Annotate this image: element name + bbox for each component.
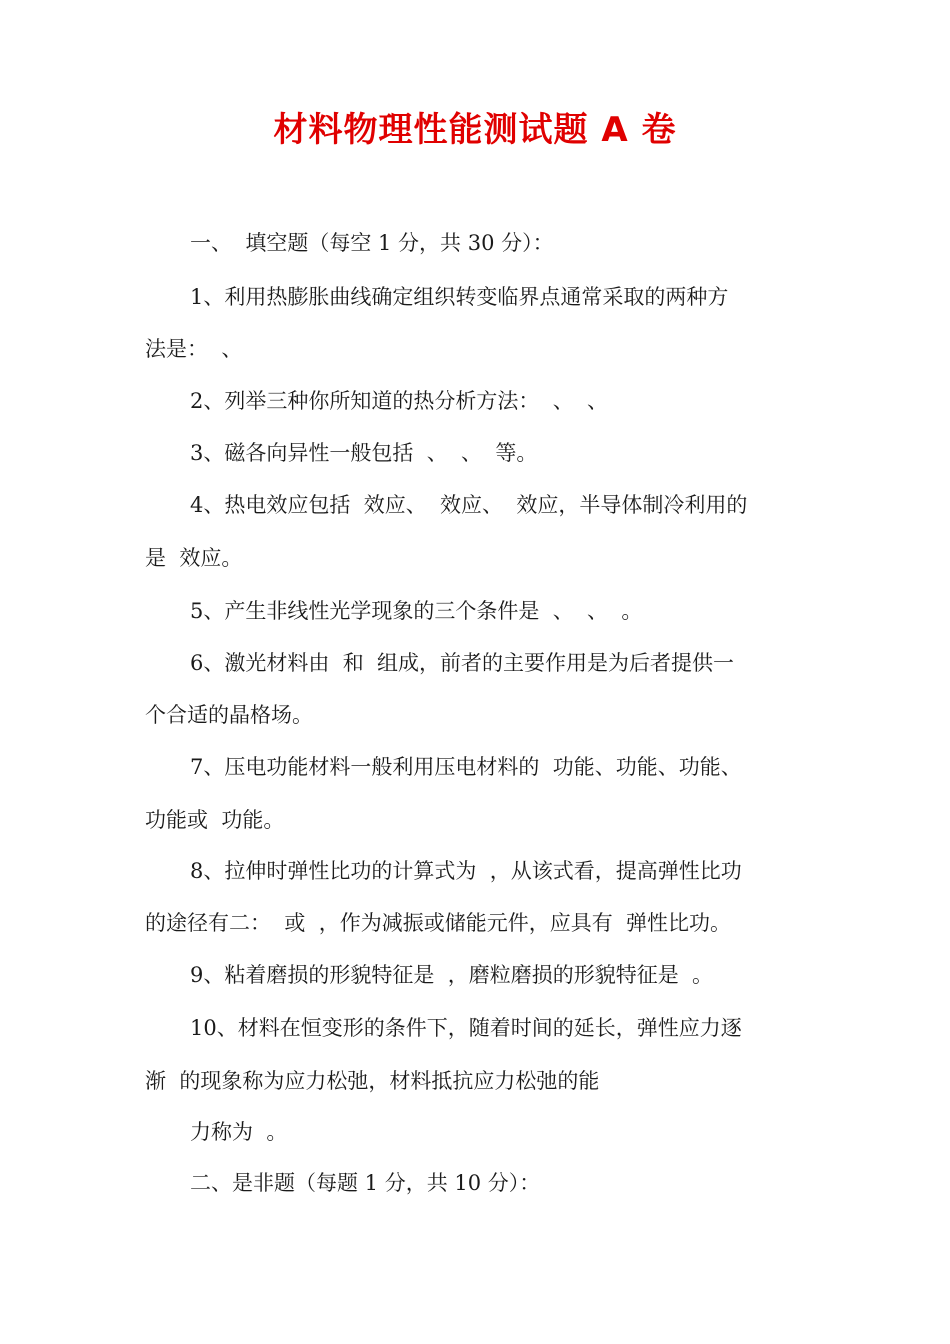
question-10-line-3: 力称为 。 (190, 1120, 288, 1144)
question-1-line-1: 1、利用热膨胀曲线确定组织转变临界点通常采取的两种方 (190, 285, 729, 309)
section-heading-fill-blank: 一、 填空题（每空 1 分，共 30 分）： (190, 231, 554, 255)
question-8-line-2: 的途径有二： 或 ，作为减振或储能元件，应具有 弹性比功。 (145, 911, 732, 935)
question-4-line-1: 4、热电效应包括 效应、 效应、 效应，半导体制冷利用的 (190, 493, 748, 517)
question-1-line-2: 法是： 、 (145, 337, 243, 361)
question-3: 3、磁各向异性一般包括 、 、 等。 (190, 441, 538, 465)
question-7-line-2: 功能或 功能。 (145, 808, 285, 832)
question-4-line-2: 是 效应。 (145, 546, 243, 570)
question-7-line-1: 7、压电功能材料一般利用压电材料的 功能、功能、功能、 (190, 755, 742, 779)
question-10-line-1: 10、材料在恒变形的条件下，随着时间的延长，弹性应力逐 (190, 1016, 742, 1040)
document-title: 材料物理性能测试题 A 卷 (273, 110, 677, 150)
question-6-line-1: 6、激光材料由 和 组成，前者的主要作用是为后者提供一 (190, 651, 735, 675)
question-10-line-2: 渐 的现象称为应力松弛，材料抵抗应力松弛的能 (145, 1069, 600, 1093)
question-2: 2、列举三种你所知道的热分析方法： 、 、 (190, 389, 609, 413)
section-heading-true-false: 二、是非题（每题 1 分，共 10 分）： (190, 1171, 541, 1195)
question-8-line-1: 8、拉伸时弹性比功的计算式为 ，从该式看，提高弹性比功 (190, 859, 742, 883)
question-9: 9、粘着磨损的形貌特征是 ，磨粒磨损的形貌特征是 。 (190, 963, 714, 987)
question-6-line-2: 个合适的晶格场。 (145, 703, 313, 727)
question-5: 5、产生非线性光学现象的三个条件是 、 、 。 (190, 599, 643, 623)
